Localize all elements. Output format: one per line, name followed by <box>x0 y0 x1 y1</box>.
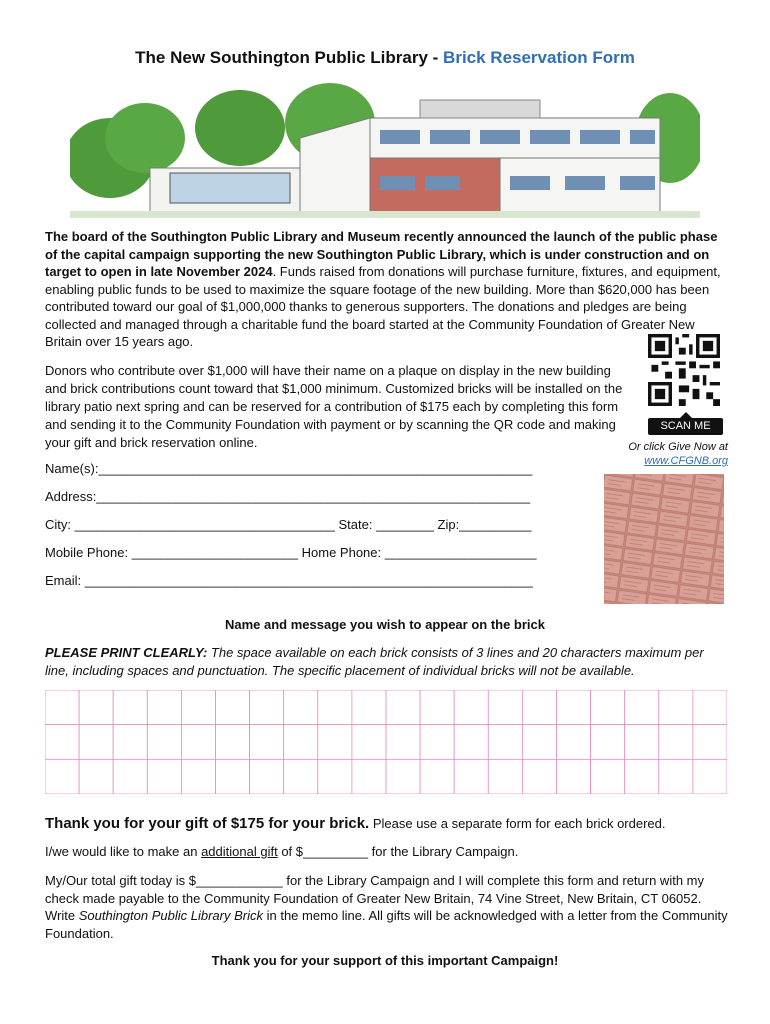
print-clearly-label: PLEASE PRINT CLEARLY: <box>45 645 208 660</box>
total-pre: My/Our total gift today is $____________ for the Library Campaign and I will complete this form and return with my check made payable to the Community Foundation of Greater New Britain, 74 Vine Street, New Britain, CT 06052. Write <box>45 873 704 923</box>
brick-grid-cell[interactable] <box>79 759 113 794</box>
brick-grid-cell[interactable] <box>625 759 659 794</box>
give-now-note <box>600 440 728 468</box>
closing-thanks: Thank you for your support of this important Campaign! <box>211 953 559 968</box>
brick-grid-cell[interactable] <box>454 725 488 760</box>
cfgnb-link[interactable]: www.CFGNB.org <box>644 455 728 467</box>
print-clearly-note <box>45 644 730 679</box>
total-italic: Southington Public Library Brick <box>78 908 263 923</box>
additional-pre: I/we would like to make an <box>45 844 202 859</box>
title-main: The New Southington Public Library - <box>135 48 444 67</box>
brick-grid-cell[interactable] <box>318 725 352 760</box>
additional-gift-line[interactable] <box>45 844 518 859</box>
brick-grid-cell[interactable] <box>250 725 284 760</box>
brick-grid-cell[interactable] <box>522 759 556 794</box>
brick-grid-cell[interactable] <box>386 759 420 794</box>
brick-grid-cell[interactable] <box>488 759 522 794</box>
brick-grid-cell[interactable] <box>488 725 522 760</box>
page-title <box>0 48 770 68</box>
brick-grid-cell[interactable] <box>45 690 79 725</box>
brick-grid-cell[interactable] <box>113 690 147 725</box>
phone-field[interactable]: Mobile Phone: _______________________ Home Phone: _____________________ <box>45 545 537 560</box>
brick-grid-cell[interactable] <box>659 759 693 794</box>
brick-grid-cell[interactable] <box>113 759 147 794</box>
donors-paragraph: Donors who contribute over $1,000 will have their name on a plaque on display in the new building and brick contributions count toward that $1,000 minimum. Customized bricks will be installed on the library patio next spring and can be reserved for a contribution of $175 each by completing this form and sending it to the Community Foundation with payment or by scanning the QR code and making your gift and brick reservation online. <box>45 363 623 450</box>
brick-grid-cell[interactable] <box>557 759 591 794</box>
intro-paragraph <box>45 228 725 351</box>
brick-grid-cell[interactable] <box>522 690 556 725</box>
brick-grid-cell[interactable] <box>386 690 420 725</box>
names-field[interactable]: Name(s):____________________________________________________________ <box>45 461 533 476</box>
brick-grid-cell[interactable] <box>216 725 250 760</box>
brick-grid-cell[interactable] <box>181 725 215 760</box>
brick-grid-cell[interactable] <box>522 725 556 760</box>
brick-grid-cell[interactable] <box>79 690 113 725</box>
brick-grid-cell[interactable] <box>318 759 352 794</box>
brick-grid-cell[interactable] <box>250 690 284 725</box>
brick-message-heading: Name and message you wish to appear on the brick <box>224 617 546 632</box>
brick-grid-cell[interactable] <box>181 759 215 794</box>
brick-grid-cell[interactable] <box>625 725 659 760</box>
additional-underlined: additional gift <box>201 844 278 859</box>
brick-grid-cell[interactable] <box>591 725 625 760</box>
brick-grid-cell[interactable] <box>557 725 591 760</box>
brick-grid-cell[interactable] <box>454 690 488 725</box>
brick-patio-photo <box>604 474 724 604</box>
print-clearly-text: The space available on each brick consists of 3 lines and 20 characters maximum per line, including spaces and punctuation. The specific placement of individual bricks will not be available. <box>45 645 704 678</box>
library-building-illustration <box>70 78 700 218</box>
thank-you-gift-bold: Thank you for your gift of $175 for your brick. <box>45 815 370 832</box>
title-accent: Brick Reservation Form <box>443 48 635 67</box>
brick-grid-cell[interactable] <box>693 690 727 725</box>
total-post: in the memo line. All gifts will be acknowledged with a letter from the Community Foundation. <box>45 908 728 941</box>
brick-grid-cell[interactable] <box>659 725 693 760</box>
brick-grid-cell[interactable] <box>284 690 318 725</box>
intro-rest: . Funds raised from donations will purchase furniture, fixtures, and equipment, enabling public funds to be used to maximize the square footage of the new building. More than $620,000 has been contributed toward our goal of $1,000,000 thanks to generous supporters. The donations and pledges are being collected and managed through a charitable fund the board started at the Community Foundation of Greater New Britain over 15 years ago. <box>45 264 721 349</box>
email-field[interactable]: Email: ______________________________________________________________ <box>45 573 533 588</box>
address-field[interactable]: Address:____________________________________________________________ <box>45 489 531 504</box>
brick-character-grid[interactable] <box>45 690 727 794</box>
brick-grid-cell[interactable] <box>420 690 454 725</box>
thank-you-gift-rest: Please use a separate form for each brick ordered. <box>369 816 666 831</box>
brick-grid-cell[interactable] <box>250 759 284 794</box>
brick-grid-cell[interactable] <box>147 725 181 760</box>
thank-you-gift-line <box>45 815 735 832</box>
brick-grid-cell[interactable] <box>318 690 352 725</box>
brick-grid-cell[interactable] <box>284 725 318 760</box>
brick-grid-cell[interactable] <box>625 690 659 725</box>
additional-post: of $_________ for the Library Campaign. <box>277 844 519 859</box>
brick-grid-cell[interactable] <box>352 759 386 794</box>
brick-grid-cell[interactable] <box>352 725 386 760</box>
brick-grid-cell[interactable] <box>454 759 488 794</box>
scan-me-label: SCAN ME <box>648 418 723 435</box>
brick-grid-cell[interactable] <box>147 759 181 794</box>
brick-grid-cell[interactable] <box>45 725 79 760</box>
brick-grid-cell[interactable] <box>284 759 318 794</box>
brick-grid-cell[interactable] <box>216 759 250 794</box>
qr-code-icon[interactable] <box>648 334 720 406</box>
intro-bold: The board of the Southington Public Library and Museum recently announced the launch of the public phase of the capital campaign supporting the new Southington Public Library, which is under construction and on target to open in late November 2024 <box>45 229 718 279</box>
or-click-text: Or click Give Now at <box>628 441 728 453</box>
brick-grid-cell[interactable] <box>488 690 522 725</box>
brick-grid-cell[interactable] <box>79 725 113 760</box>
total-gift-paragraph[interactable] <box>45 872 735 942</box>
brick-grid-cell[interactable] <box>693 759 727 794</box>
brick-grid-cell[interactable] <box>216 690 250 725</box>
brick-grid-cell[interactable] <box>181 690 215 725</box>
brick-grid-cell[interactable] <box>591 690 625 725</box>
brick-grid-cell[interactable] <box>113 725 147 760</box>
brick-grid-cell[interactable] <box>45 759 79 794</box>
brick-grid-cell[interactable] <box>386 725 420 760</box>
brick-grid-cell[interactable] <box>659 690 693 725</box>
brick-grid-cell[interactable] <box>693 725 727 760</box>
brick-grid-cell[interactable] <box>591 759 625 794</box>
brick-grid-cell[interactable] <box>420 759 454 794</box>
brick-grid-cell[interactable] <box>147 690 181 725</box>
city-state-zip-field[interactable]: City: ____________________________________ State: ________ Zip:__________ <box>45 517 532 532</box>
brick-grid-cell[interactable] <box>420 725 454 760</box>
brick-grid-cell[interactable] <box>352 690 386 725</box>
brick-grid-cell[interactable] <box>557 690 591 725</box>
